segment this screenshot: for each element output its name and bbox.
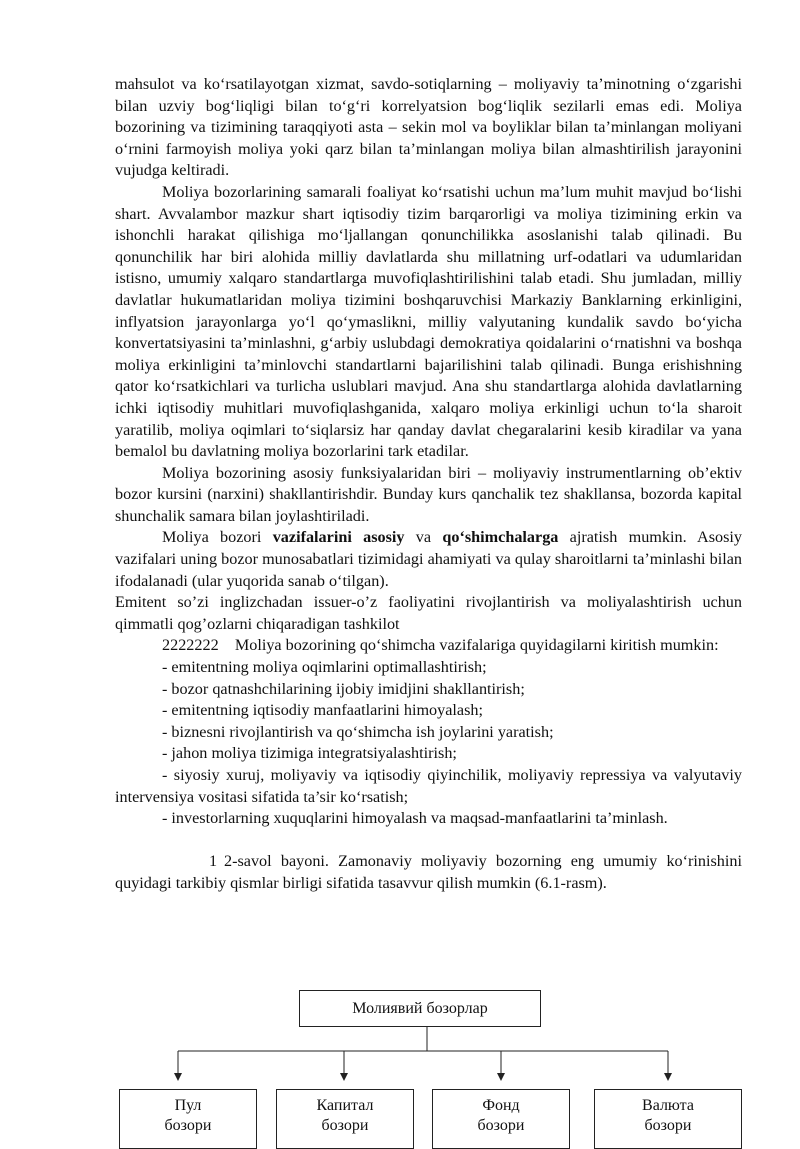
list-item: - siyosiy xuruj, moliyaviy va iqtisodiy qiyinchilik, moliyaviy repressiya va valyutaviy intervensiya vositasi sifatida ta’sir ko‘rsatish; [115,766,742,806]
list-item: - emitentning moliya oqimlarini optimallashtirish; [162,658,487,677]
paragraph-4 [115,527,742,592]
diagram-child-label: Фонд бозори [477,1097,525,1134]
list-item: - emitentning iqtisodiy manfaatlarini himoyalash; [162,701,483,720]
p7-number: 1 [209,852,218,871]
diagram-root-label: Молиявий бозорлар [352,1000,488,1017]
p4-text-a: Moliya bozori [162,528,273,547]
diagram-child-box [594,1089,742,1149]
list-item: - jahon moliya tizimiga integratsiyalashtirish; [162,744,457,763]
diagram-root-box [299,990,541,1027]
list-item [115,808,742,830]
diagram-child-label: Пул бозори [164,1097,212,1134]
diagram-child-label: Капитал бозори [316,1097,374,1134]
paragraph-2: Moliya bozorlarining samarali foaliyat ko‘rsatishi uchun ma’lum muhit mavjud bo‘lishi shart. Avvalambor mazkur shart iqtisodiy tizim barqarorligi va moliya tizimining erkin va ishonchli harakat qilishiga mo‘ljallangan qonunchilikka asoslanishi talab qilinadi. Bu qonunchilik har biri alohida milliy davlatlarda shu millatning urf-odatlari va udumlaridan istisno, umumiy xalqaro standartlarga muvofiqlashtirilishini talab etadi. Shu jumladan, milliy davlatlar hukumatlaridan moliya tizimini boshqaruvchisi Markaziy Banklarning erkinligini, inflyatsion jarayonlarga yo‘l qo‘ymaslikni, milliy valyutaning kundalik savdo bo‘yicha konvertatsiyasini ta’minlashni, g‘arbiy uslubdagi demokratiya qoidalarini o‘rnatishni va boshqa moliya erkinligini ta’minlovchi standartlarni bajarilishini talab qilinadi. Bunga erishishning qator ko‘rsatkichlari va turlicha uslublari mavjud. Ana shu standartlarga alohida davlatlarning ichki iqtisodiy muhitlari muvofiqlashganida, xalqaro moliya erkinligi uchun to‘la sharoit yaratilib, moliya oqimlari to‘siqlarsiz har qanday davlat chegaralarini kesib kiradilar va yana bemalol bu davlatning moliya bozorlarini tark etadilar. [115,182,742,461]
p4-text-c: va [404,528,443,547]
paragraph-6 [115,635,742,657]
diagram-child-box [119,1089,257,1149]
p4-text-e: ajratish mumkin. Asosiy vazifalari uning bozor munosabatlari tizimidagi ahamiyati va qulay sharoitlarni ta’minlashi bilan ifodalanadi (ular yuqorida sanab o‘tilgan). [115,528,742,590]
diagram-child-box [432,1089,570,1149]
diagram-child-box [276,1089,414,1149]
spacer [115,830,742,852]
paragraph-7 [115,851,742,894]
list-item-text: - investorlarning xuquqlarini himoyalash va maqsad-manfaatlarini ta’minlash. [162,809,668,828]
p7-text: 2-savol bayoni. Zamonaviy moliyaviy bozorning eng umumiy ko‘rinishini quyidagi tarkibiy qismlar birligi sifatida tasavvur qilish mumkin (6.1-rasm). [115,852,742,892]
diagram-child-label: Валюта бозори [642,1097,694,1134]
paragraph-1: mahsulot va ko‘rsatilayotgan xizmat, savdo-sotiqlarning – moliyaviy ta’minotning o‘zgarishi bilan uzviy bog‘liqligi bilan to‘g‘ri korrelyatsion bog‘liqlik sezilarli emas edi. Moliya bozorining va tizimining taraqqiyoti asta – sekin mol va boyliklar bilan ta’minlangan moliyani o‘rnini farmoyish moliya yoki qarz bilan ta’minlangan moliya bilan almashtirilish jarayonini vujudga keltiradi. [115,75,742,180]
list-item: - bozor qatnashchilarining ijobiy imidjini shakllantirish; [162,679,525,698]
p6-text: Moliya bozorining qo‘shimcha vazifalariga quyidagilarni kiritish mumkin: [234,636,719,655]
p4-bold-1: vazifalarini asosiy [272,528,405,547]
p6-number: 2222222 [162,636,219,655]
list-item: - biznesni rivojlantirish va qo‘shimcha ish joylarini yaratish; [162,722,554,741]
paragraph-5: Emitent so’zi inglizchadan issuer-o’z faoliyatini rivojlantirish va moliyalashtirish uchun qimmatli qog’ozlarni chiqaradigan tashkilot [115,593,742,633]
paragraph-3: Moliya bozorining asosiy funksiyalaridan biri – moliyaviy instrumentlarning ob’ektiv bozor kursini (narxini) shakllantirishdir. Bunday kurs qanchalik tez shakllansa, bozorda kapital shunchalik samara bilan joylashtiriladi. [115,463,742,525]
document-body [115,74,742,895]
p4-bold-2: qo‘shimchalarga [442,528,559,547]
